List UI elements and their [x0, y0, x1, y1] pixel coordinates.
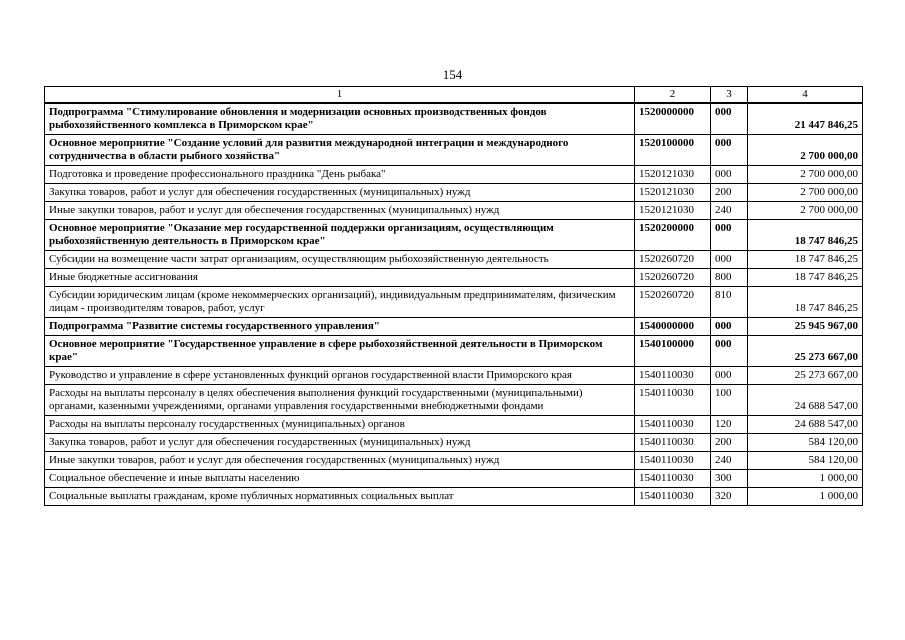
header-cell-name: 1 [45, 87, 635, 104]
row-code-cell: 1520100000 [635, 135, 711, 166]
table-row [45, 184, 863, 202]
row-amount-cell: 18 747 846,25 [748, 269, 863, 287]
table-row [45, 220, 863, 251]
row-code-cell: 1520260720 [635, 251, 711, 269]
table-row [45, 166, 863, 184]
table-row [45, 385, 863, 416]
header-cell-amount: 4 [748, 87, 863, 104]
row-kind-cell: 000 [711, 336, 748, 367]
row-amount-cell: 18 747 846,25 [748, 287, 863, 318]
row-name-cell: Иные бюджетные ассигнования [45, 269, 635, 287]
row-kind-cell: 000 [711, 103, 748, 135]
row-name-cell: Основное мероприятие "Государственное управление в сфере рыбохозяйственной деятельности в Приморском крае" [45, 336, 635, 367]
row-code-cell: 1520000000 [635, 103, 711, 135]
row-amount-cell: 584 120,00 [748, 434, 863, 452]
row-name-cell: Социальные выплаты гражданам, кроме публичных нормативных социальных выплат [45, 488, 635, 506]
row-code-cell: 1520200000 [635, 220, 711, 251]
row-amount-cell: 25 273 667,00 [748, 367, 863, 385]
row-amount-cell: 1 000,00 [748, 470, 863, 488]
row-kind-cell: 100 [711, 385, 748, 416]
table-row [45, 135, 863, 166]
budget-table [44, 86, 863, 506]
row-code-cell: 1540100000 [635, 336, 711, 367]
row-kind-cell: 800 [711, 269, 748, 287]
row-kind-cell: 000 [711, 367, 748, 385]
table-row [45, 434, 863, 452]
table-row [45, 287, 863, 318]
row-amount-cell: 18 747 846,25 [748, 220, 863, 251]
header-cell-kind: 3 [711, 87, 748, 104]
row-name-cell: Основное мероприятие "Оказание мер государственной поддержки организациям, осуществляющим рыбохозяйственную деятельность в Приморском крае" [45, 220, 635, 251]
table-row [45, 488, 863, 506]
row-amount-cell: 1 000,00 [748, 488, 863, 506]
row-kind-cell: 000 [711, 318, 748, 336]
row-kind-cell: 000 [711, 220, 748, 251]
table-row [45, 103, 863, 135]
row-code-cell: 1540110030 [635, 367, 711, 385]
row-name-cell: Основное мероприятие "Создание условий для развития международной интеграции и международного сотрудничества в области рыбного хозяйства" [45, 135, 635, 166]
row-code-cell: 1520260720 [635, 269, 711, 287]
table-row [45, 251, 863, 269]
row-amount-cell: 24 688 547,00 [748, 385, 863, 416]
row-name-cell: Расходы на выплаты персоналу государственных (муниципальных) органов [45, 416, 635, 434]
table-row [45, 318, 863, 336]
row-name-cell: Подпрограмма "Стимулирование обновления и модернизации основных производственных фондов рыбохозяйственного комплекса в Приморском крае" [45, 103, 635, 135]
row-kind-cell: 240 [711, 202, 748, 220]
row-name-cell: Расходы на выплаты персоналу в целях обеспечения выполнения функций государственными (муниципальными) органами, казенными учреждениями, органами управления государственными внебюджетными фондами [45, 385, 635, 416]
table-row [45, 470, 863, 488]
row-name-cell: Субсидии на возмещение части затрат организациям, осуществляющим рыбохозяйственную деятельность [45, 251, 635, 269]
row-name-cell: Субсидии юридическим лицам (кроме некоммерческих организаций), индивидуальным предпринимателям, физическим лицам - производителям товаров, работ, услуг [45, 287, 635, 318]
row-name-cell: Иные закупки товаров, работ и услуг для обеспечения государственных (муниципальных) нужд [45, 452, 635, 470]
row-kind-cell: 000 [711, 135, 748, 166]
row-name-cell: Социальное обеспечение и иные выплаты населению [45, 470, 635, 488]
row-kind-cell: 240 [711, 452, 748, 470]
row-amount-cell: 25 273 667,00 [748, 336, 863, 367]
row-kind-cell: 200 [711, 184, 748, 202]
row-amount-cell: 21 447 846,25 [748, 103, 863, 135]
row-code-cell: 1540110030 [635, 416, 711, 434]
row-name-cell: Подпрограмма "Развитие системы государственного управления" [45, 318, 635, 336]
row-code-cell: 1540110030 [635, 385, 711, 416]
row-amount-cell: 2 700 000,00 [748, 184, 863, 202]
row-code-cell: 1540000000 [635, 318, 711, 336]
table-body [45, 103, 863, 506]
row-code-cell: 1540110030 [635, 470, 711, 488]
header-cell-code: 2 [635, 87, 711, 104]
row-name-cell: Иные закупки товаров, работ и услуг для обеспечения государственных (муниципальных) нужд [45, 202, 635, 220]
row-code-cell: 1520121030 [635, 166, 711, 184]
table-row [45, 269, 863, 287]
row-name-cell: Подготовка и проведение профессионального праздника "День рыбака" [45, 166, 635, 184]
row-kind-cell: 000 [711, 251, 748, 269]
row-kind-cell: 000 [711, 166, 748, 184]
table-header-row [45, 87, 863, 104]
row-amount-cell: 584 120,00 [748, 452, 863, 470]
row-name-cell: Руководство и управление в сфере установленных функций органов государственной власти Приморского края [45, 367, 635, 385]
row-kind-cell: 120 [711, 416, 748, 434]
row-code-cell: 1540110030 [635, 452, 711, 470]
table-row [45, 202, 863, 220]
row-kind-cell: 810 [711, 287, 748, 318]
row-code-cell: 1540110030 [635, 488, 711, 506]
table-row [45, 416, 863, 434]
row-amount-cell: 24 688 547,00 [748, 416, 863, 434]
row-name-cell: Закупка товаров, работ и услуг для обеспечения государственных (муниципальных) нужд [45, 184, 635, 202]
row-kind-cell: 300 [711, 470, 748, 488]
row-name-cell: Закупка товаров, работ и услуг для обеспечения государственных (муниципальных) нужд [45, 434, 635, 452]
row-code-cell: 1520121030 [635, 184, 711, 202]
row-amount-cell: 2 700 000,00 [748, 202, 863, 220]
row-amount-cell: 18 747 846,25 [748, 251, 863, 269]
row-code-cell: 1520121030 [635, 202, 711, 220]
table-row [45, 367, 863, 385]
table-row [45, 452, 863, 470]
row-amount-cell: 2 700 000,00 [748, 166, 863, 184]
row-code-cell: 1520260720 [635, 287, 711, 318]
row-amount-cell: 2 700 000,00 [748, 135, 863, 166]
table-row [45, 336, 863, 367]
row-amount-cell: 25 945 967,00 [748, 318, 863, 336]
row-code-cell: 1540110030 [635, 434, 711, 452]
row-kind-cell: 200 [711, 434, 748, 452]
page-number: 154 [442, 67, 463, 82]
row-kind-cell: 320 [711, 488, 748, 506]
